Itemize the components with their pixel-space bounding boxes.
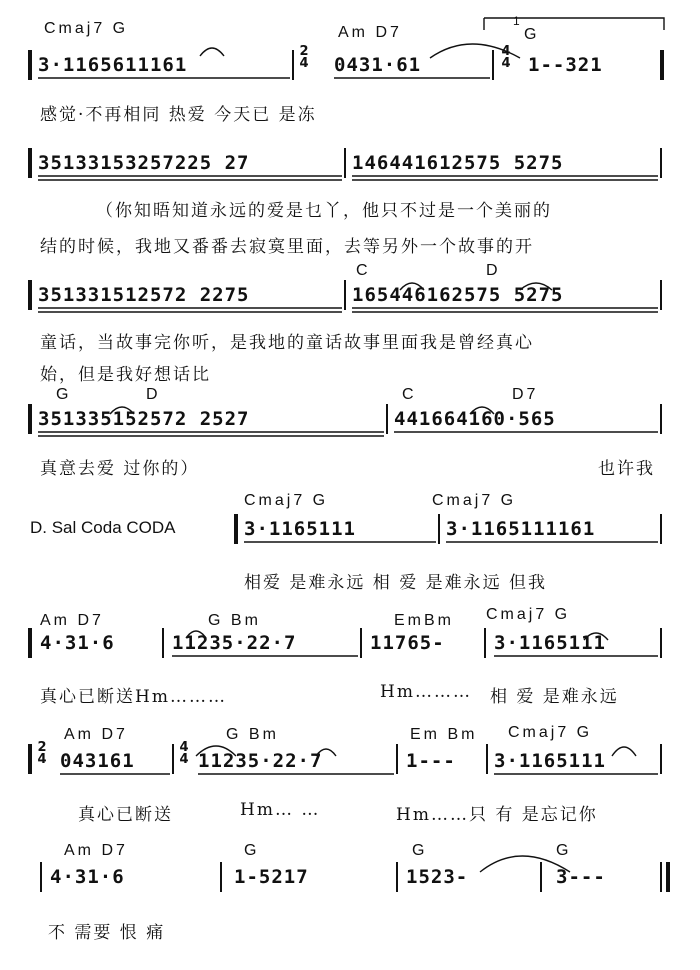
note-group: 4·31·6: [40, 632, 115, 654]
lyric-line: 真心已断送: [78, 805, 173, 825]
chord-label: Am D7: [40, 612, 104, 629]
chord-label: C: [402, 386, 417, 403]
lyric-line: 相 爱 是难永远: [490, 687, 619, 707]
chord-label: G Bm: [226, 726, 279, 743]
time-signature: 4 4: [501, 44, 511, 71]
chord-label: Cmaj7 G: [508, 724, 593, 741]
note-group: 3·1165111: [494, 750, 606, 772]
chord-label: Am D7: [338, 24, 402, 41]
volta-number: 1: [513, 14, 523, 28]
note-group: 1523-: [406, 866, 469, 888]
lyric-line: 结的时候，我地又番番去寂寞里面，去等另外一个故事的开: [40, 237, 534, 257]
chord-label: G: [556, 842, 572, 859]
chord-label: G Bm: [208, 612, 261, 629]
chord-label: G: [244, 842, 260, 859]
chord-label: Cmaj7 G: [432, 492, 517, 509]
lyric-line: 真意去爱 过你的）: [40, 459, 200, 479]
note-group: 1---: [406, 750, 456, 772]
chord-label: Em Bm: [410, 726, 478, 743]
chord-label: Cmaj7 G: [486, 606, 571, 623]
chord-label: Cmaj7 G: [44, 20, 129, 37]
note-group: 11235·22·7: [198, 750, 323, 772]
time-signature: 2 4: [37, 740, 47, 767]
chord-label: G: [412, 842, 428, 859]
chord-label: G: [524, 26, 540, 43]
coda-instruction: D. Sal Coda CODA: [30, 518, 176, 537]
chord-label: Am D7: [64, 842, 128, 859]
note-group: 0431·61: [334, 54, 422, 76]
chord-label: D7: [512, 386, 539, 403]
note-group: 11235·22·7: [172, 632, 297, 654]
lyric-line: 相爱 是难永远 相 爱 是难永远 但我: [244, 573, 548, 593]
note-group: 351335152572 2527: [38, 408, 250, 430]
note-group: 3·1165111: [244, 518, 356, 540]
time-signature: 2 4: [299, 44, 309, 71]
chord-label: D: [146, 386, 161, 403]
lyric-line: Hm……只 有 是忘记你: [396, 805, 598, 825]
note-group: 146441612575 5275: [352, 152, 564, 174]
lyric-line: 也许我: [598, 459, 655, 479]
chord-label: Cmaj7 G: [244, 492, 329, 509]
chord-label: D: [486, 262, 501, 279]
chord-label: EmBm: [394, 612, 454, 629]
lyric-line: 不 需要 恨 痛: [48, 923, 166, 943]
chord-label: C: [356, 262, 371, 279]
time-signature: 4 4: [179, 740, 189, 767]
lyric-line: 感觉·不再相同 热爱 今天已 是冻: [40, 105, 317, 125]
lyric-line: Hm………: [380, 682, 472, 702]
note-group: 1-5217: [234, 866, 309, 888]
lyric-line: 童话，当故事完你听，是我地的童话故事里面我是曾经真心: [40, 333, 534, 353]
note-group: 1--321: [528, 54, 603, 76]
note-group: 11765-: [370, 632, 445, 654]
chord-label: G: [56, 386, 72, 403]
note-group: 441664160·565: [394, 408, 556, 430]
note-group: 3---: [556, 866, 606, 888]
lyric-line: 始，但是我好想话比: [40, 365, 211, 385]
note-group: 165446162575 5275: [352, 284, 564, 306]
lyric-line: （你知晤知道永远的爱是乜丫，他只不过是一个美丽的: [96, 201, 552, 221]
note-group: 3·1165111: [494, 632, 606, 654]
note-group: 4·31·6: [50, 866, 125, 888]
note-group: 35133153257225 27: [38, 152, 250, 174]
note-group: 043161: [60, 750, 135, 772]
lyric-line: Hm… …: [240, 800, 321, 820]
lyric-line: 真心已断送Hm………: [40, 687, 227, 707]
chord-label: Am D7: [64, 726, 128, 743]
note-group: 351331512572 2275: [38, 284, 250, 306]
note-group: 3·1165111161: [446, 518, 596, 540]
note-group: 3·1165611161: [38, 54, 188, 76]
